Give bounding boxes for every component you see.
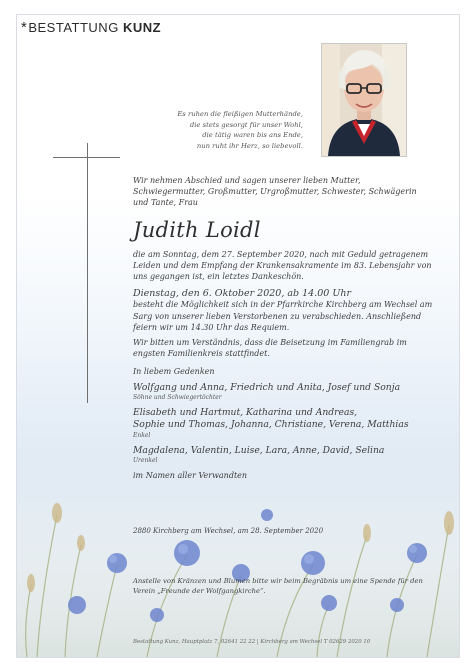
funeral-home-footer: Bestattung Kunz, Hauptplatz 7, 02641 22 22 | Kirchberg am Wechsel T 02629 2020 10 bbox=[133, 639, 371, 645]
memorial-verse bbox=[149, 109, 303, 151]
brand-logo bbox=[21, 19, 161, 36]
cross-vertical-bar bbox=[87, 143, 88, 403]
mourner-names: Magdalena, Valentin, Luise, Lara, Anne, David, Selina bbox=[133, 444, 385, 456]
mourner-role: Söhne und Schwiegertöchter bbox=[133, 394, 222, 402]
cornflower-meadow-illustration bbox=[17, 455, 459, 657]
service-info: besteht die Möglichkeit sich in der Pfarrkirche Kirchberg am Wechsel am Sarg von unserer lieben Verstorbenen zu verabschieden. Anschließend feiern wir um 14.30 Uhr das Requiem. bbox=[133, 300, 433, 332]
brand-name: KUNZ bbox=[122, 20, 162, 35]
mourner-names: Wolfgang und Anna, Friedrich und Anita, Josef und Sonja bbox=[133, 381, 401, 393]
obituary-text bbox=[133, 175, 433, 481]
verse-line: Es ruhen die fleißigen Mutterhände, bbox=[177, 110, 303, 118]
mourner-names: Sophie und Thomas, Johanna, Christiane, Verena, Matthias bbox=[133, 419, 409, 431]
verse-line: nun ruht ihr Herz, so liebevoll. bbox=[196, 141, 303, 150]
deceased-name: Judith Loidl bbox=[133, 217, 261, 242]
portrait-photo bbox=[321, 43, 407, 157]
mourner-role: Enkel bbox=[133, 431, 151, 439]
donation-request: Anstelle von Kränzen und Blumen bitte wir beim Begräbnis um eine Spende für den Verein „Freunde der Wolfgangkirche“. bbox=[133, 577, 423, 595]
intro-text: Wir nehmen Abschied und sagen unserer lieben Mutter, Schwiegermutter, Großmutter, Urgroßmutter, Schwester, Schwägerin und Tante, Frau bbox=[133, 176, 417, 208]
mourner-names: Elisabeth und Hartmut, Katharina und Andreas, bbox=[133, 407, 358, 419]
brand-prefix: BESTATTUNG bbox=[28, 20, 119, 35]
place-date: 2880 Kirchberg am Wechsel, am 28. September 2020 bbox=[133, 527, 324, 535]
memory-title: In liebem Gedenken bbox=[133, 367, 215, 377]
burial-info: Wir bitten um Verständnis, dass die Beisetzung im Familiengrab im engsten Familienkreis stattfindet. bbox=[133, 338, 407, 359]
cross-horizontal-bar bbox=[53, 157, 120, 158]
portrait-illustration bbox=[322, 44, 406, 156]
verse-line: die stets gesorgt für unser Wohl, bbox=[189, 120, 303, 129]
verse-line: die tätig waren bis ans Ende, bbox=[202, 131, 303, 140]
mourner-role: Urenkel bbox=[133, 457, 158, 465]
service-date: Dienstag, den 6. Oktober 2020, ab 14.00 Uhr bbox=[133, 288, 352, 300]
death-notice: die am Sonntag, dem 27. September 2020, nach mit Geduld getragenem Leiden und dem Empfang der Krankensakramente im 83. Lebensjahr von uns gegangen ist, ein letztes Dankeschön. bbox=[133, 249, 432, 282]
relatives-line: im Namen aller Verwandten bbox=[133, 471, 248, 481]
brand-star: * bbox=[21, 19, 28, 36]
obituary-card bbox=[16, 14, 460, 658]
